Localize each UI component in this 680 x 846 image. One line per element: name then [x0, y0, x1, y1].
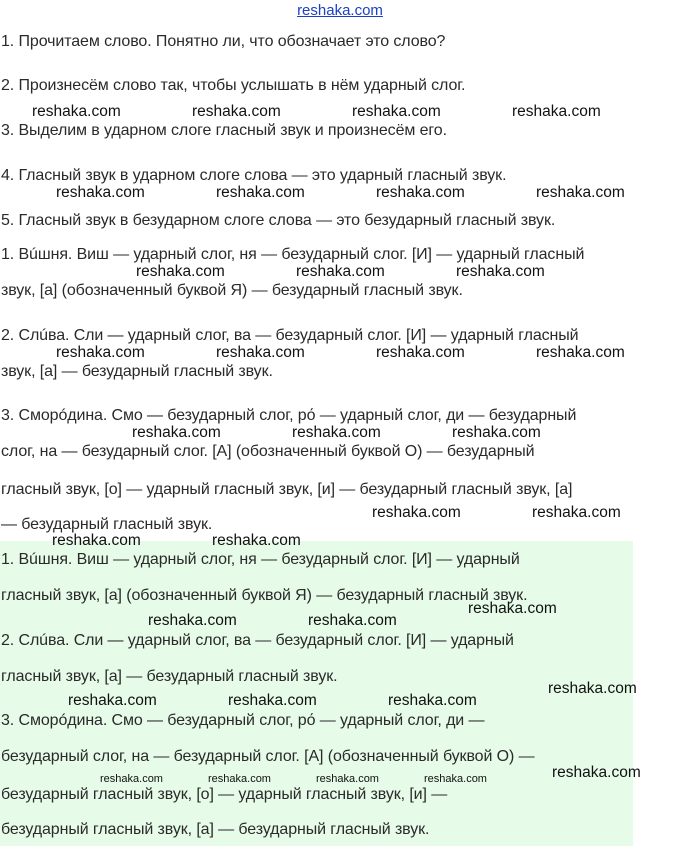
watermark: reshaka.com [148, 612, 237, 629]
example-line: звук, [а] — безударный гласный звук. [1, 363, 273, 380]
watermark: reshaka.com [468, 600, 557, 617]
site-header-link[interactable]: reshaka.com [297, 2, 383, 19]
watermark: reshaka.com [316, 773, 379, 785]
watermark: reshaka.com [208, 773, 271, 785]
watermark: reshaka.com [424, 773, 487, 785]
example-line: 2. Слúва. Сли — ударный слог, ва — безударный слог. [И] — ударный гласный [1, 327, 579, 344]
watermark: reshaka.com [376, 344, 465, 361]
answer-line: 1. Вúшня. Виш — ударный слог, ня — безударный слог. [И] — ударный [1, 551, 520, 568]
step-line: 2. Произнесём слово так, чтобы услышать в нём ударный слог. [1, 77, 466, 94]
answer-line: безударный гласный звук, [а] — безударный гласный звук. [1, 821, 430, 838]
watermark: reshaka.com [552, 764, 641, 781]
watermark: reshaka.com [132, 424, 221, 441]
answer-line: 3. Сморóдина. Смо — безударный слог, ро́ — ударный слог, ди — [1, 712, 485, 729]
watermark: reshaka.com [56, 344, 145, 361]
watermark: reshaka.com [372, 504, 461, 521]
answer-line: гласный звук, [а] (обозначенный буквой Я) — безударный гласный звук. [1, 587, 528, 604]
answer-line: гласный звук, [а] — безударный гласный звук. [1, 668, 338, 685]
watermark: reshaka.com [352, 103, 441, 120]
example-line: гласный звук, [о] — ударный гласный звук, [и] — безударный гласный звук, [а] [1, 481, 573, 498]
step-line: 1. Прочитаем слово. Понятно ли, что обозначает это слово? [1, 33, 446, 50]
watermark: reshaka.com [136, 263, 225, 280]
watermark: reshaka.com [548, 680, 637, 697]
watermark: reshaka.com [456, 263, 545, 280]
watermark: reshaka.com [512, 103, 601, 120]
watermark: reshaka.com [216, 184, 305, 201]
example-line: — безударный гласный звук. [1, 516, 213, 533]
watermark: reshaka.com [292, 424, 381, 441]
answer-line: безударный слог, на — безударный слог. [А] (обозначенный буквой О) — [1, 748, 535, 765]
watermark: reshaka.com [536, 344, 625, 361]
watermark: reshaka.com [452, 424, 541, 441]
example-line: слог, на — безударный слог. [А] (обозначенный буквой О) — безударный [1, 443, 535, 460]
step-line: 4. Гласный звук в ударном слоге слова — это ударный гласный звук. [1, 167, 507, 184]
watermark: reshaka.com [228, 692, 317, 709]
step-line: 5. Гласный звук в безударном слоге слова — это безударный гласный звук. [1, 212, 556, 229]
watermark: reshaka.com [52, 532, 141, 549]
watermark: reshaka.com [296, 263, 385, 280]
example-line: звук, [а] (обозначенный буквой Я) — безударный гласный звук. [1, 282, 463, 299]
answer-line: 2. Слúва. Сли — ударный слог, ва — безударный слог. [И] — ударный [1, 632, 514, 649]
watermark: reshaka.com [216, 344, 305, 361]
watermark: reshaka.com [212, 532, 301, 549]
watermark: reshaka.com [376, 184, 465, 201]
watermark: reshaka.com [100, 773, 163, 785]
watermark: reshaka.com [68, 692, 157, 709]
watermark: reshaka.com [388, 692, 477, 709]
watermark: reshaka.com [536, 184, 625, 201]
watermark: reshaka.com [192, 103, 281, 120]
watermark: reshaka.com [532, 504, 621, 521]
answer-line: безударный гласный звук, [о] — ударный гласный звук, [и] — [1, 786, 448, 803]
step-line: 3. Выделим в ударном слоге гласный звук и произнесём его. [1, 122, 447, 139]
watermark: reshaka.com [308, 612, 397, 629]
watermark: reshaka.com [56, 184, 145, 201]
watermark: reshaka.com [32, 103, 121, 120]
example-line: 1. Вúшня. Виш — ударный слог, ня — безударный слог. [И] — ударный гласный [1, 246, 585, 263]
example-line: 3. Сморóдина. Смо — безударный слог, ро́ — ударный слог, ди — безударный [1, 407, 577, 424]
